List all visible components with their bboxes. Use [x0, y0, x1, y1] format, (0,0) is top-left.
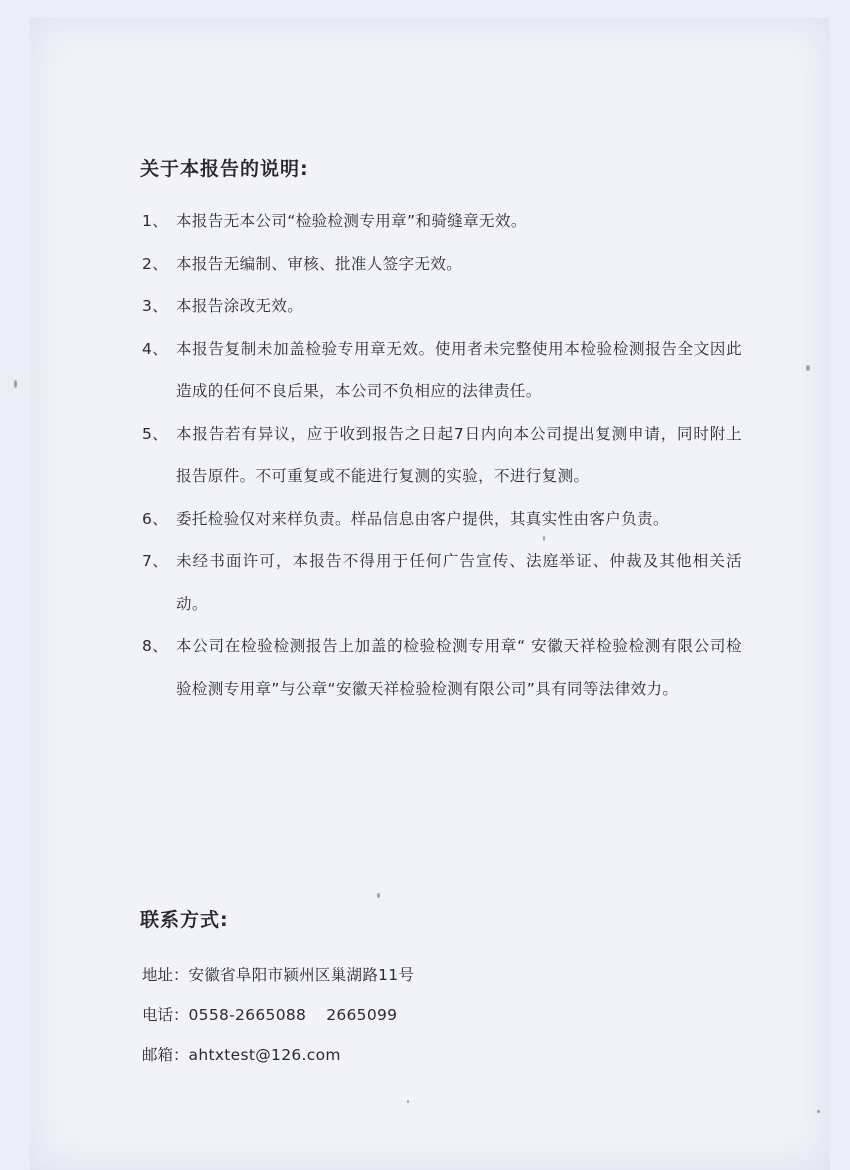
phone-value-2: 2665099	[326, 1006, 398, 1024]
note-item-7	[142, 540, 742, 625]
scan-speck	[543, 536, 545, 541]
note-text: 本报告涂改无效。	[176, 297, 304, 315]
note-text: 未经书面许可，本报告不得用于任何广告宣传、法庭举证、仲裁及其他相关活动。	[176, 552, 742, 613]
scan-speck	[806, 365, 810, 371]
phone-row	[142, 995, 414, 1035]
scan-speck	[14, 380, 17, 388]
email-row	[142, 1035, 414, 1075]
phone-value-1: 0558-2665088	[188, 1006, 307, 1024]
notes-list	[142, 200, 742, 710]
note-text: 本报告无编制、审核、批准人签字无效。	[176, 254, 463, 273]
note-number: 1、	[142, 212, 169, 230]
phone-label: 电话：	[142, 1006, 189, 1024]
note-item-1	[142, 200, 742, 243]
scan-speck	[407, 1100, 409, 1103]
note-item-3	[142, 285, 742, 328]
note-number: 6、	[142, 509, 169, 528]
contact-heading: 联系方式:	[140, 909, 229, 931]
address-label: 地址：	[142, 966, 189, 984]
email-label: 邮箱：	[142, 1046, 189, 1064]
note-item-6	[142, 498, 742, 541]
note-text: 本报告无本公司“检验检测专用章”和骑缝章无效。	[176, 212, 527, 230]
note-text: 本报告复制未加盖检验专用章无效。使用者未完整使用本检验检测报告全文因此造成的任何不良后果，本公司不负相应的法律责任。	[176, 339, 742, 400]
note-number: 4、	[142, 339, 169, 358]
scan-speck	[377, 893, 380, 898]
address-value: 安徽省阜阳市颍州区巢湖路11号	[188, 966, 415, 984]
note-number: 7、	[142, 552, 169, 570]
address-row	[142, 955, 414, 995]
note-number: 3、	[142, 297, 169, 315]
scan-speck	[817, 1110, 820, 1113]
note-text: 本公司在检验检测报告上加盖的检验检测专用章“ 安徽天祥检验检测有限公司检验检测专用章”与公章“安徽天祥检验检测有限公司”具有同等法律效力。	[176, 637, 742, 698]
note-number: 8、	[142, 637, 169, 655]
notes-heading: 关于本报告的说明:	[140, 158, 309, 180]
contact-info	[142, 955, 414, 1075]
note-text: 本报告若有异议，应于收到报告之日起7日内向本公司提出复测申请，同时附上报告原件。不可重复或不能进行复测的实验，不进行复测。	[176, 424, 742, 485]
note-item-5	[142, 413, 742, 498]
note-number: 2、	[142, 254, 169, 273]
note-number: 5、	[142, 424, 169, 443]
email-value: ahtxtest@126.com	[188, 1046, 341, 1064]
note-item-8	[142, 625, 742, 710]
note-item-2	[142, 243, 742, 286]
note-item-4	[142, 328, 742, 413]
note-text: 委托检验仅对来样负责。样品信息由客户提供，其真实性由客户负责。	[176, 509, 669, 528]
